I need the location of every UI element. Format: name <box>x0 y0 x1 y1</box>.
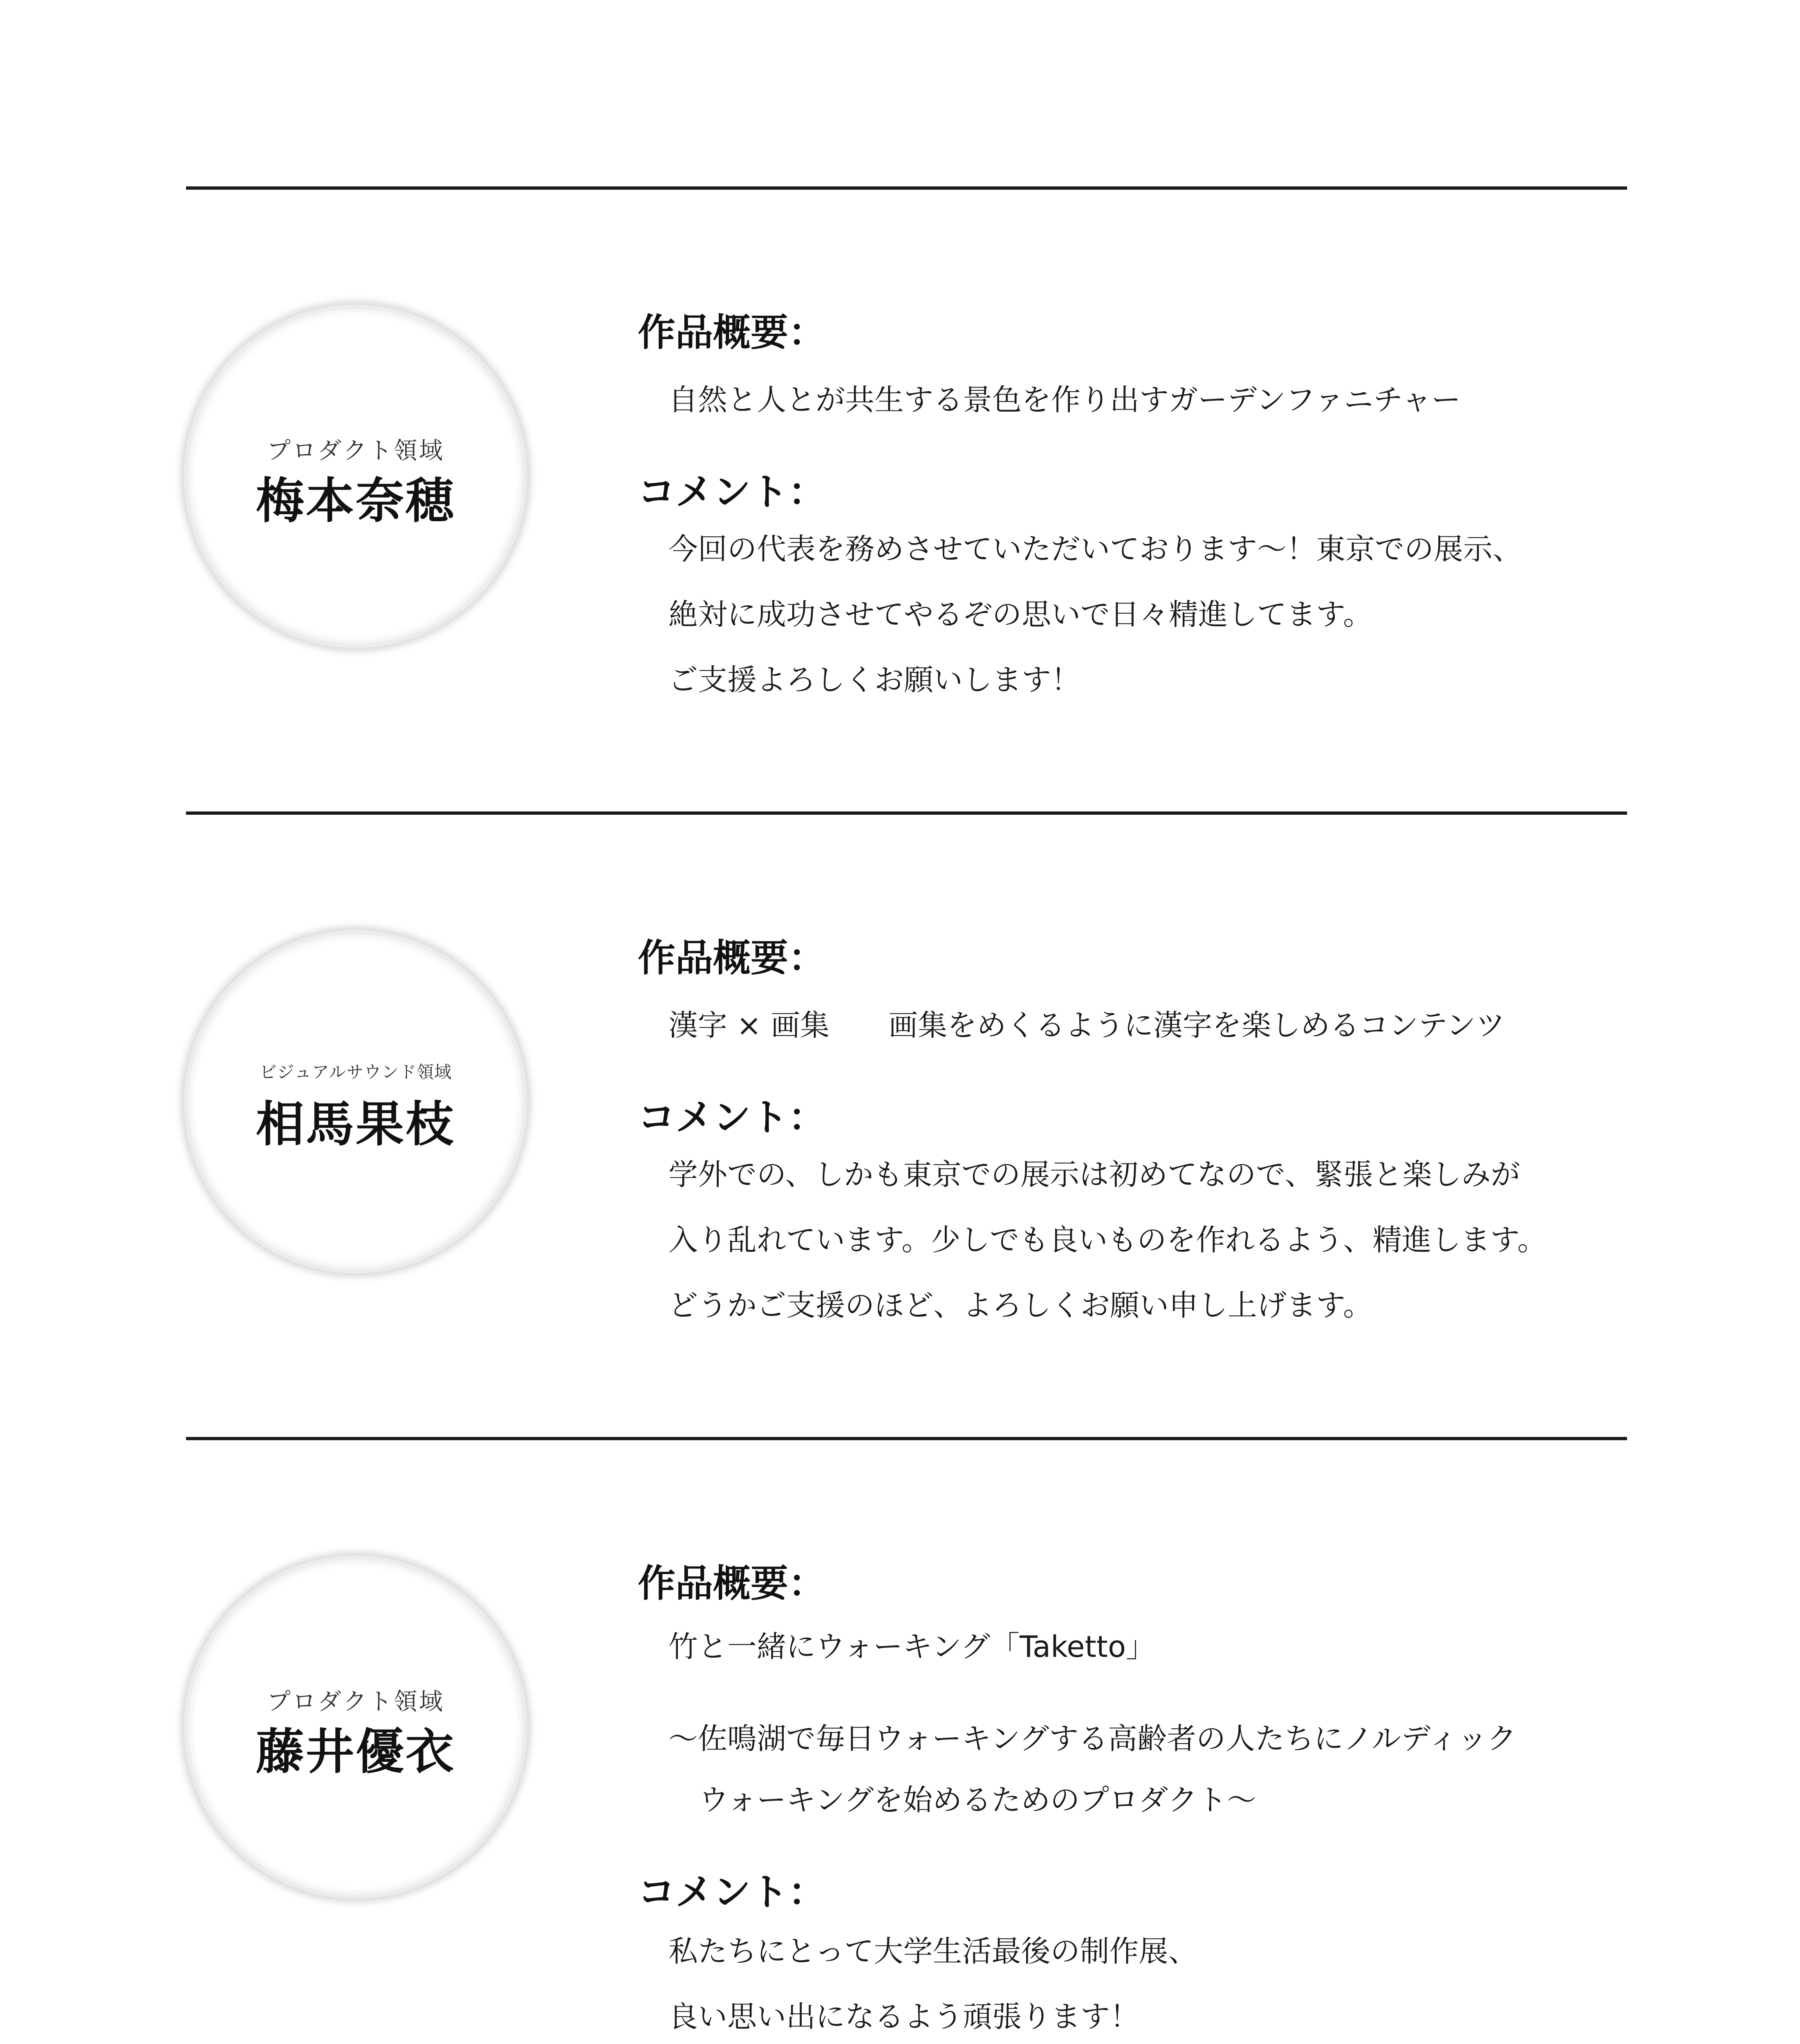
summary-heading: 作品概要： <box>638 311 826 354</box>
summary-heading: 作品概要： <box>638 936 826 980</box>
comment-line: 私たちにとって大学生活最後の制作展、 <box>668 1934 1198 1968</box>
divider-top <box>186 186 1627 190</box>
member-role: プロダクト領域 <box>267 1688 444 1715</box>
divider-2 <box>186 1437 1627 1440</box>
comment-line: 良い思い出になるよう頑張ります！ <box>668 1999 1140 2034</box>
summary-line: 自然と人とが共生する景色を作り出すガーデンファニチャー <box>668 383 1461 417</box>
comment-heading: コメント： <box>638 1096 826 1139</box>
member-role: ビジュアルサウンド領域 <box>259 1062 452 1082</box>
divider-1 <box>186 811 1627 815</box>
comment-line: 学外での、しかも東京での展示は初めてなので、緊張と楽しみが <box>668 1157 1520 1192</box>
comment-line: ご支援よろしくお願いします！ <box>668 663 1081 697</box>
summary-line: 竹と一緒にウォーキング「Taketto」 <box>668 1629 1156 1664</box>
member-role: プロダクト領域 <box>267 437 444 464</box>
summary-line: 漢字 × 画集 画集をめくるように漢字を楽しめるコンテンツ <box>668 1008 1505 1042</box>
comment-line: どうかご支援のほど、よろしくお願い申し上げます。 <box>668 1288 1373 1322</box>
member-avatar-circle <box>188 309 523 644</box>
comment-heading: コメント： <box>638 470 826 514</box>
summary-line: ウォーキングを始めるためのプロダクト〜 <box>699 1783 1256 1817</box>
member-avatar-circle <box>188 1560 523 1895</box>
summary-heading: 作品概要： <box>638 1562 826 1605</box>
comment-heading: コメント： <box>638 1870 826 1914</box>
member-name: 梅本奈穂 <box>256 473 455 529</box>
summary-line: 〜佐鳴湖で毎日ウォーキングする高齢者の人たちにノルディック <box>668 1721 1517 1756</box>
comment-line: 入り乱れています。少しでも良いものを作れるよう、精進します。 <box>668 1223 1547 1257</box>
member-name: 相馬果枝 <box>256 1096 455 1152</box>
comment-line: 今回の代表を務めさせていただいております〜！東京での展示、 <box>668 532 1522 566</box>
comment-line: 絶対に成功させてやるぞの思いで日々精進してます。 <box>668 597 1373 632</box>
member-name: 藤井優衣 <box>256 1724 455 1780</box>
member-avatar-circle <box>188 934 523 1269</box>
